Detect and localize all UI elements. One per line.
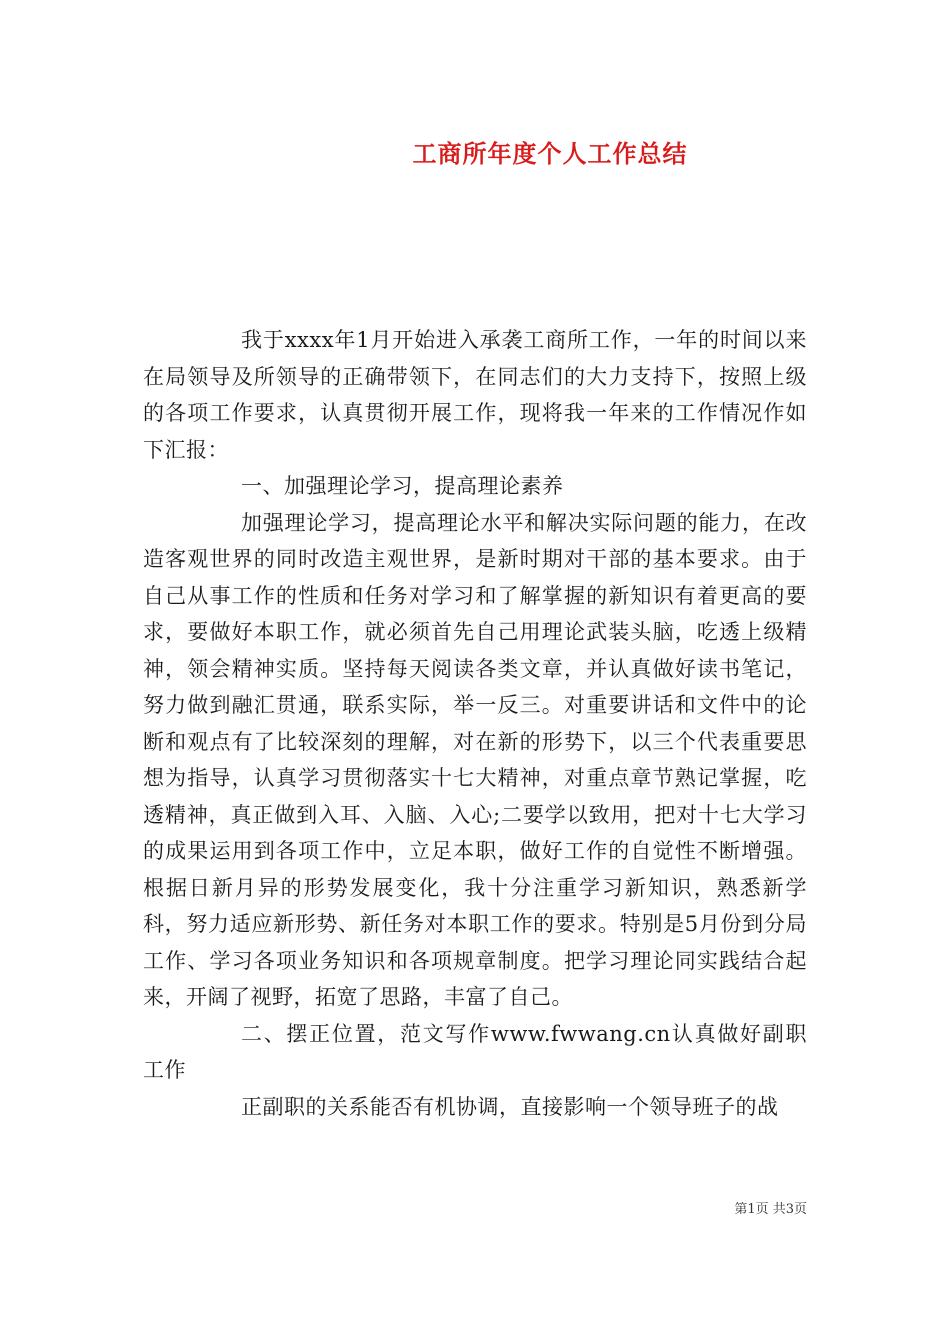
section-heading-2: 二、摆正位置，范文写作www.fwwang.cn认真做好副职工作 (143, 1021, 807, 1082)
section-2-paragraph: 正副职的关系能否有机协调，直接影响一个领导班子的战 (241, 1094, 779, 1119)
document-body (143, 322, 807, 1125)
page-number-footer: 第1页 共3页 (734, 1202, 807, 1217)
section-1-paragraph: 加强理论学习，提高理论水平和解决实际问题的能力，在改造客观世界的同时改造主观世界，是新时期对干部的基本要求。由于自己从事工作的性质和任务对学习和了解掌握的新知识有着更高的要求，要做好本职工作，就必须首先自己用理论武装头脑，吃透上级精神，领会精神实质。坚持每天阅读各类文章，并认真做好读书笔记，努力做到融汇贯通，联系实际，举一反三。对重要讲话和文件中的论断和观点有了比较深刻的理解，对在新的形势下，以三个代表重要思想为指导，认真学习贯彻落实十七大精神，对重点章节熟记掌握，吃透精神，真正做到入耳、入脑、入心;二要学以致用，把对十七大学习的成果运用到各项工作中，立足本职，做好工作的自觉性不断增强。根据日新月异的形势发展变化，我十分注重学习新知识，熟悉新学科，努力适应新形势、新任务对本职工作的要求。特别是5月份到分局工作、学习各项业务知识和各项规章制度。把学习理论同实践结合起来，开阔了视野，拓宽了思路，丰富了自己。 (143, 510, 807, 1009)
intro-paragraph: 我于xxxx年1月开始进入承袭工商所工作，一年的时间以来在局领导及所领导的正确带领下，在同志们的大力支持下，按照上级的各项工作要求，认真贯彻开展工作，现将我一年来的工作情况作如下汇报： (143, 328, 807, 462)
document-title: 工商所年度个人工作总结 (412, 140, 688, 168)
section-heading-1: 一、加强理论学习，提高理论素养 (241, 474, 564, 498)
